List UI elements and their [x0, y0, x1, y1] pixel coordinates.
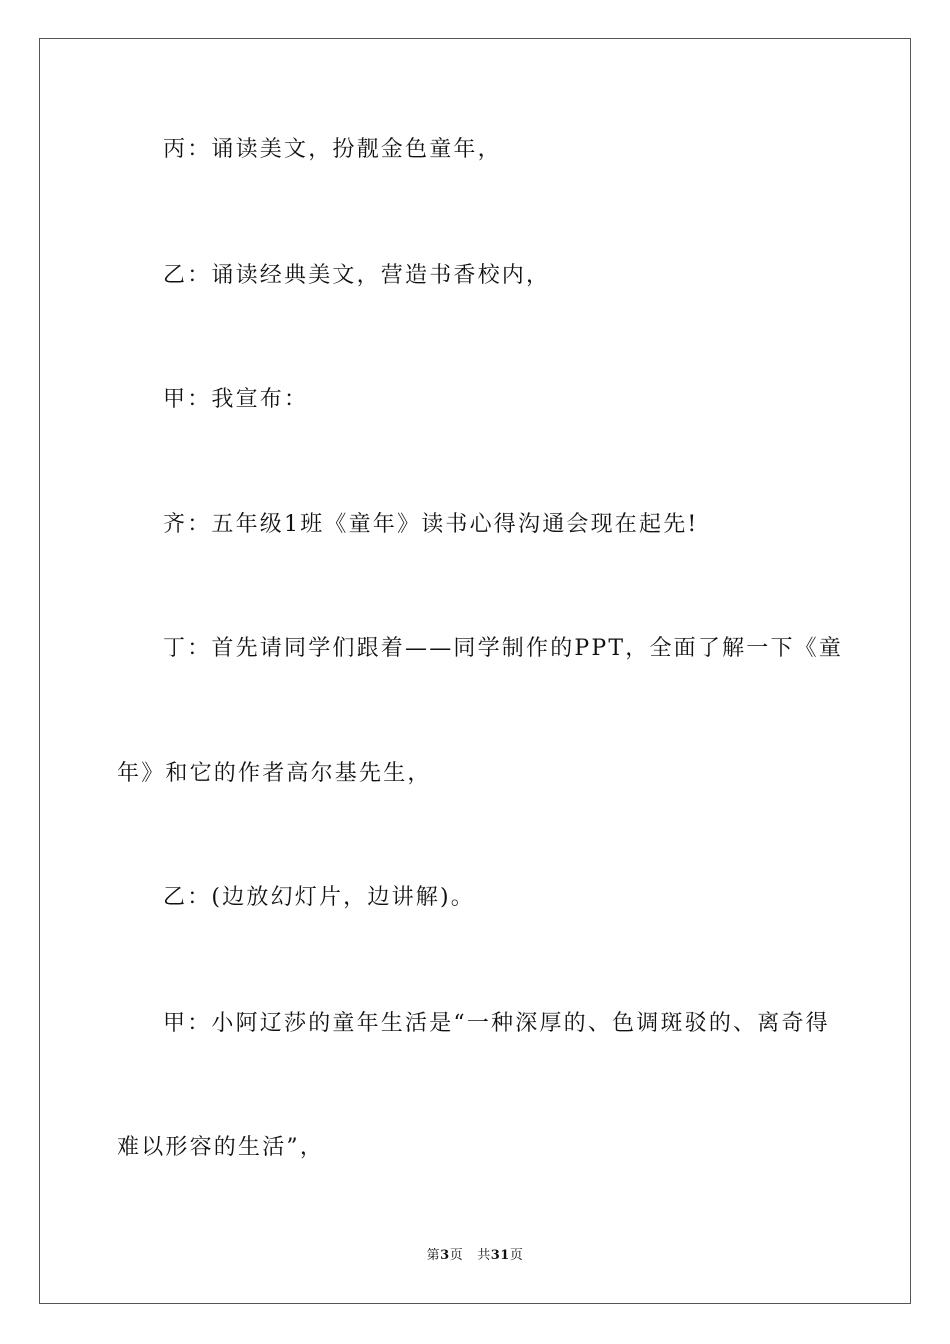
paragraph-line: 甲：我宣布： [163, 387, 309, 412]
total-pages: 31 [490, 1248, 510, 1263]
paragraph-line: 丙：诵读美文，扮靓金色童年， [163, 137, 502, 162]
page-prefix: 第 [426, 1248, 441, 1263]
page-border [39, 38, 911, 1304]
paragraph-line: 难以形容的生活”， [117, 1135, 325, 1160]
page-number: 3 [440, 1248, 450, 1263]
paragraph-line: 乙：诵读经典美文，营造书香校内， [163, 263, 551, 288]
paragraph-line: 年》和它的作者高尔基先生， [117, 761, 432, 786]
page-footer [0, 1247, 950, 1265]
paragraph-line: 齐：五年级1班《童年》读书心得沟通会现在起先! [163, 512, 699, 537]
paragraph-line: 丁：首先请同学们跟着——同学制作的PPT，全面了解一下《童 [163, 636, 844, 661]
paragraph-line: 甲：小阿辽莎的童年生活是“一种深厚的、色调斑驳的、离奇得 [163, 1011, 830, 1036]
total-prefix: 共 [477, 1248, 491, 1263]
page-suffix: 页 [449, 1248, 464, 1263]
total-suffix: 页 [509, 1248, 524, 1263]
paragraph-line: 乙：(边放幻灯片，边讲解)。 [163, 885, 475, 910]
